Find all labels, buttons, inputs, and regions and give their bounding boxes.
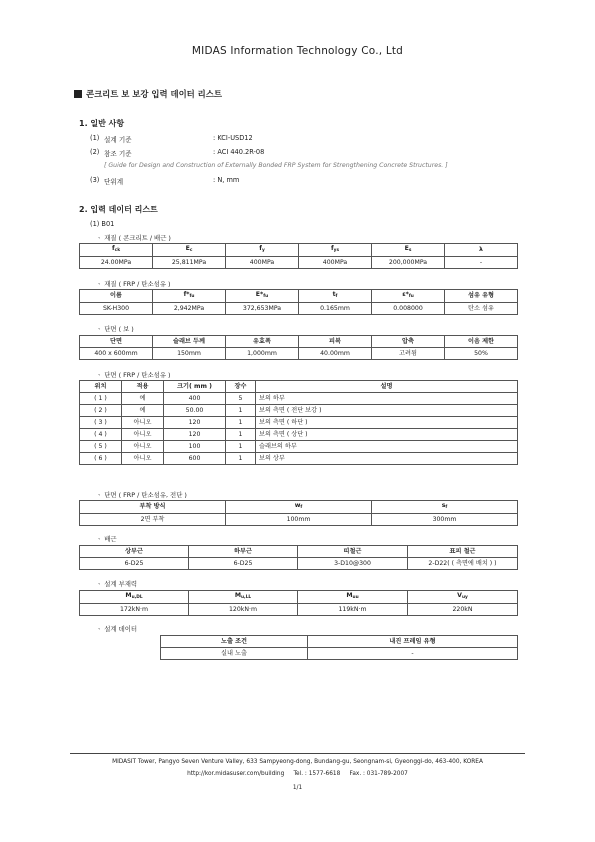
table-cell: 50.00: [164, 405, 226, 417]
footer-tel: Tel. : 1577-6618: [293, 771, 341, 777]
header-mu-ll: $M_{u,LL}$: [189, 591, 298, 604]
general-item-no: (3): [90, 176, 100, 184]
table-cell: 예: [122, 405, 164, 417]
table-cell: 400 x 600mm: [80, 348, 153, 360]
table-cell: 150mm: [153, 348, 226, 360]
beam-section-table: [79, 335, 518, 360]
table-cell: 50%: [445, 348, 518, 360]
table-cell: 아니오: [122, 429, 164, 441]
table-header: 유효폭: [226, 336, 299, 348]
header-muu: $M_{uu}$: [298, 591, 408, 604]
table-caption: ㆍ 단면 ( FRP / 탄소섬유 ): [96, 371, 171, 379]
table-caption: ㆍ 단면 ( 보 ): [96, 325, 134, 333]
table-header: 표피 철근: [408, 546, 518, 558]
table-cell: 보의 상부: [256, 453, 518, 465]
table-cell: 120: [164, 417, 226, 429]
table-header: 띠철근: [298, 546, 408, 558]
table-cell: 120: [164, 429, 226, 441]
table-cell: 보의 측면 ( 하단 ): [256, 417, 518, 429]
table-cell: SK-H300: [80, 303, 153, 315]
table-cell: 슬래브의 하부: [256, 441, 518, 453]
table-cell: 1: [226, 441, 256, 453]
general-item-label: 설계 기준: [104, 136, 132, 144]
table-cell: 아니오: [122, 441, 164, 453]
table-header: 노출 조건: [161, 636, 308, 648]
table-row: [80, 429, 518, 441]
table-caption: ㆍ 재질 ( 콘크리트 / 배근 ): [96, 234, 171, 242]
table-row: [80, 441, 518, 453]
header-ec: $E_c$: [153, 244, 226, 257]
table-cell: 2면 부착: [80, 514, 226, 526]
header-ffu: $f*_{fu}$: [153, 290, 226, 303]
table-cell: 1: [226, 429, 256, 441]
general-item-value: : KCI-USD12: [213, 134, 253, 142]
table-cell: 400MPa: [226, 257, 299, 269]
header-fiber-type: 섬유 유형: [445, 290, 518, 303]
table-caption: ㆍ 재질 ( FRP / 탄소섬유 ): [96, 280, 171, 288]
header-es: $E_s$: [372, 244, 445, 257]
frp-section-table: [79, 380, 518, 465]
table-header: 설명: [256, 381, 518, 393]
table-header: 압축: [372, 336, 445, 348]
table-cell: 400: [164, 393, 226, 405]
table-cell: 보의 하부: [256, 393, 518, 405]
table-cell: ( 2 ): [80, 405, 122, 417]
table-cell: ( 1 ): [80, 393, 122, 405]
table-cell: 2-D22( ( 측면에 배치 ) ): [408, 558, 518, 570]
table-cell: 220kN: [408, 604, 518, 616]
section-input-heading: 2. 입력 데이터 리스트: [79, 205, 158, 214]
table-header: 크기( mm ): [164, 381, 226, 393]
header-name: 이름: [80, 290, 153, 303]
general-item-no: (1): [90, 134, 100, 142]
table-cell: 1,000mm: [226, 348, 299, 360]
table-cell: 예: [122, 393, 164, 405]
table-cell: 25,811MPa: [153, 257, 226, 269]
design-data-table: [160, 635, 518, 660]
member-force-table: [79, 590, 518, 616]
header-fck: $f_{ck}$: [80, 244, 153, 257]
header-fy: $f_y$: [226, 244, 299, 257]
table-cell: 1: [226, 453, 256, 465]
table-header: 적용: [122, 381, 164, 393]
table-cell: 탄소 섬유: [445, 303, 518, 315]
table-cell: 300mm: [372, 514, 518, 526]
table-cell: ( 4 ): [80, 429, 122, 441]
table-cell: 보의 측면 ( 상단 ): [256, 429, 518, 441]
table-cell: 0.008000: [372, 303, 445, 315]
general-item-label: 참조 기준: [104, 150, 132, 158]
guide-note: [ Guide for Design and Construction of Externally Bonded FRP System for Strengthening Concrete Structures. ]: [104, 162, 448, 169]
table-cell: 3-D10@300: [298, 558, 408, 570]
footer-divider: [70, 753, 525, 754]
document-title: [74, 88, 222, 100]
table-cell: 200,000MPa: [372, 257, 445, 269]
document-title-text: 콘크리트 보 보강 입력 데이터 리스트: [86, 89, 222, 99]
table-header: 단면: [80, 336, 153, 348]
footer-address: MIDASIT Tower, Pangyo Seven Venture Valley, 633 Sampyeong-dong, Bundang-gu, Seongnam-si, Gyeonggi-do, 463-400, KOREA: [112, 759, 483, 765]
table-cell: 실내 노출: [161, 648, 308, 660]
table-cell: ( 6 ): [80, 453, 122, 465]
table-cell: 2,942MPa: [153, 303, 226, 315]
rebar-table: [79, 545, 518, 570]
table-caption: ㆍ 배근: [96, 535, 117, 543]
table-row: [80, 405, 518, 417]
section-general-heading: 1. 일반 사항: [79, 119, 125, 128]
table-row: [80, 417, 518, 429]
table-cell: 5: [226, 393, 256, 405]
header-lambda: λ: [445, 244, 518, 257]
header-fys: $f_{ys}$: [299, 244, 372, 257]
header-sf: $s_f$: [372, 501, 518, 514]
concrete-material-table: [79, 243, 518, 269]
general-item-value: : ACI 440.2R-08: [213, 148, 265, 156]
table-cell: 600: [164, 453, 226, 465]
table-caption: ㆍ 설계 부재력: [96, 580, 138, 588]
company-header: MIDAS Information Technology Co., Ltd: [191, 45, 404, 57]
table-cell: 아니오: [122, 453, 164, 465]
general-item-no: (2): [90, 148, 100, 156]
table-header: 피복: [299, 336, 372, 348]
table-cell: 아니오: [122, 417, 164, 429]
footer-web: http://kor.midasuser.com/building: [187, 771, 285, 777]
table-cell: 보의 측면 ( 전단 보강 ): [256, 405, 518, 417]
table-header: 이음 제한: [445, 336, 518, 348]
table-cell: 172kN·m: [80, 604, 189, 616]
table-cell: 120kN·m: [189, 604, 298, 616]
table-cell: 119kN·m: [298, 604, 408, 616]
square-bullet-icon: [74, 90, 82, 98]
table-cell: 400MPa: [299, 257, 372, 269]
frp-material-table: [79, 289, 518, 315]
table-cell: 0.165mm: [299, 303, 372, 315]
header-tf: $t_f$: [299, 290, 372, 303]
footer-contact: [0, 771, 595, 777]
table-caption: ㆍ 설계 데이터: [96, 625, 138, 633]
header-mu-dl: $M_{u,DL}$: [80, 591, 189, 604]
table-cell: 100: [164, 441, 226, 453]
table-header: 하부근: [189, 546, 298, 558]
header-strain: $\varepsilon*_{fu}$: [372, 290, 445, 303]
table-caption: ㆍ 단면 ( FRP / 탄소섬유, 전단 ): [96, 491, 187, 499]
table-header: 부착 방식: [80, 501, 226, 514]
table-cell: ( 5 ): [80, 441, 122, 453]
table-header: 위치: [80, 381, 122, 393]
table-cell: 100mm: [226, 514, 372, 526]
table-cell: 고려됨: [372, 348, 445, 360]
table-cell: 6-D25: [189, 558, 298, 570]
header-wf: $w_f$: [226, 501, 372, 514]
table-cell: 24.00MPa: [80, 257, 153, 269]
table-cell: -: [445, 257, 518, 269]
table-cell: 40.00mm: [299, 348, 372, 360]
general-item-value: : N, mm: [213, 176, 240, 184]
table-header: 슬래브 두께: [153, 336, 226, 348]
footer-fax: Fax. : 031-789-2007: [349, 771, 408, 777]
header-efu: $E*_{fu}$: [226, 290, 299, 303]
table-cell: 1: [226, 417, 256, 429]
table-cell: ( 3 ): [80, 417, 122, 429]
shear-frp-table: [79, 500, 518, 526]
page-number: 1/1: [292, 785, 303, 791]
header-vuy: $V_{uy}$: [408, 591, 518, 604]
table-header: 내진 프레임 유형: [308, 636, 518, 648]
member-id: (1) B01: [90, 220, 115, 228]
table-header: 장수: [226, 381, 256, 393]
table-row: [80, 393, 518, 405]
table-header: 상부근: [80, 546, 189, 558]
table-row: [80, 453, 518, 465]
general-item-label: 단위계: [104, 178, 124, 186]
table-cell: 372,653MPa: [226, 303, 299, 315]
table-cell: 1: [226, 405, 256, 417]
table-cell: -: [308, 648, 518, 660]
table-cell: 6-D25: [80, 558, 189, 570]
